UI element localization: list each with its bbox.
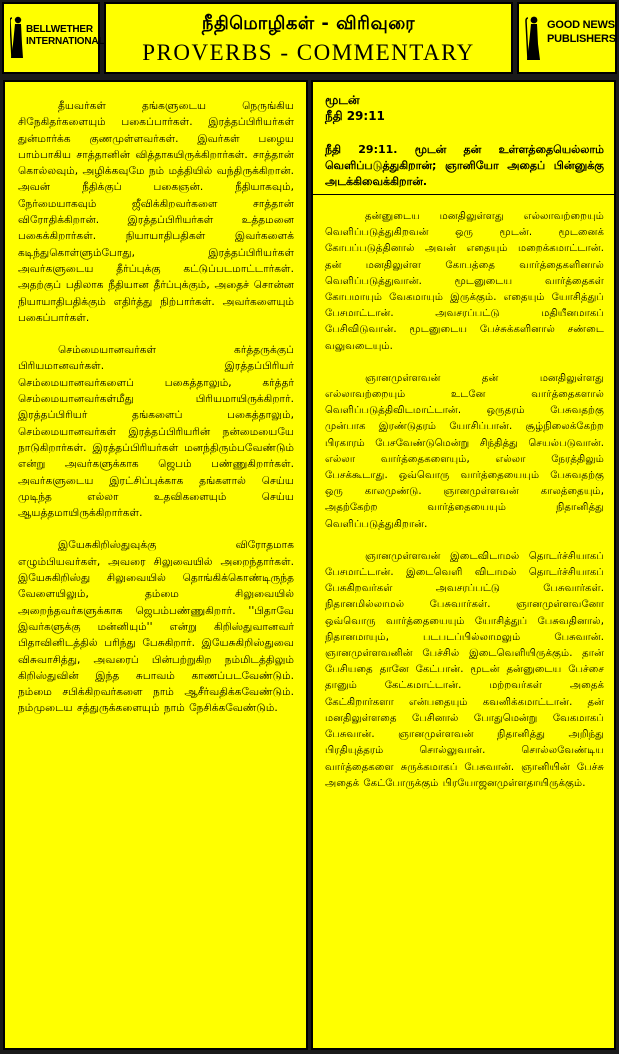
logo-right-line1: GOOD NEWS (547, 19, 615, 31)
verse-divider (313, 194, 614, 195)
shepherd-figure-icon (525, 16, 541, 62)
right-paragraph-2: ஞானமுள்ளவன் தன் மனதிலுள்ளது எல்லாவற்றையும் உடனே வார்த்தைகளால் வெளிப்படுத்திவிடமாட்டான். ஒருதரம் பேசுவதற்கு முன்பாக இரண்டுதரம் யோசிப்பான். சூழ்நிலைக்கேற்ற பிரகாரம் பேசவேண்டுமென்று சிந்தித்து செயல்படுவான். எல்லா வார்த்தைகளையும், எல்லா நேரத்திலும் பேசக்கூடாது. ஒவ்வொரு வார்த்தையையும் பேசுவதற்கு ஒரு காலமுண்டு. ஞானமுள்ளவன் காலத்தையும், அதற்கேற்ற வார்த்தையையும் நிதானித்து வெளிப்படுத்துகிறான். (325, 372, 604, 530)
shepherd-figure-icon (10, 16, 24, 60)
left-paragraph-2: செம்மையானவர்கள் கர்த்தருக்குப் பிரியமானவர்கள். இரத்தப்பிரியர் செம்மையானவர்களைப் பகைத்தாலும், கர்த்தர் செம்மையானவர்கள்மீது பிரியமாயிருக்கிறார். இரத்தப்பிரியர் தங்களைப் பகைத்தாலும், செம்மையானவர்கள் இரத்தப்பிரியரின் நன்மையையே நாடுகிறார்கள். இரத்தப்பிரியர்கள் மனந்திரும்பவேண்டும் என்று அவர்களுக்காக ஜெபம் பண்ணுகிறார்கள். அவர்களுடைய இரட்சிப்புக்காக தங்களால் செய்ய முடிந்த எல்லா உதவிகளையும் செய்ய ஆயத்தமாயிருக்கிறார்கள். (18, 344, 294, 520)
left-paragraph-1: தீயவர்கள் தங்களுடைய நெருங்கிய சிநேகிதர்களையும் பகைப்பார்கள். இரத்தப்பிரியர்கள் துன்மார்க்க குணமுள்ளவர்கள். இவர்கள் பழைய பாம்பாகிய சாத்தானின் வித்தாகயிருக்கிறார்கள். சாத்தான் கொல்லவும், அழிக்கவுமே நம் மத்தியில் வந்திருக்கிறான். அவன் நீதிக்குப் பகைஞன். நீதியாகவும், நேர்மையாகவும் ஜீவிக்கிறவர்களை சாத்தான் விரோதிக்கிறான். இரத்தப்பிரியர்கள் உத்தமனை பகைக்கிறார்கள். நியாயாதிபதிகள் இவர்களைக் கடிந்துகொள்ளும்போது, இரத்தப்பிரியர்கள் அவர்களுடைய தீர்ப்புக்கு கட்டுப்படமாட்டார்கள். அதற்குப் பதிலாக நீதியான தீர்ப்புக்கும், அதைச் சொன்ன நியாயாதிபதிக்கும் எதிர்த்து நிற்பார்கள். அவர்களையும் பகைப்பார்கள். (18, 100, 294, 324)
section-reference: நீதி 29:11 (325, 109, 385, 123)
left-column (3, 80, 308, 1050)
logo-right-line2: PUBLISHERS (547, 33, 616, 45)
right-paragraph-1: தன்னுடைய மனதிலுள்ளது எல்லாவற்றையும் வெளிப்படுத்துகிறவன் ஒரு மூடன். மூடனைக் கோபப்படுத்தினால் அவன் எதையும் மறைக்கமாட்டான். தன் மனதிலுள்ள கோபத்தை வார்த்தைகளினால் வெளிப்படுத்துவான். மூடனுடைய வார்த்தைகள் கோபமாயும் வேகமாயும் இருக்கும். எதையும் யோசித்துப் பேசமாட்டான். அவசரப்பட்டு மதியீனமாகப் பேசிவிடுவான். மூடனுடைய பேச்சுக்களினால் சண்டை வலுவடையும். (325, 211, 604, 352)
logo-left-line1: BELLWETHER (26, 24, 93, 35)
page-title-tamil: நீதிமொழிகள் - விரிவுரை (201, 13, 416, 34)
left-paragraph-3: இயேசுகிறிஸ்துவுக்கு விரோதமாக எழும்பியவர்கள், அவரை சிலுவையில் அறைந்தார்கள். இயேசுகிறிஸ்து சிலுவையில் தொங்கிக்கொண்டிருந்த வேளையிலும், தம்மை சிலுவையில் அறைந்தவர்களுக்காக ஜெபம்பண்ணுகிறார். ''பிதாவே இவர்களுக்கு மன்னியும்'' என்று கிறிஸ்துவானவர் பிதாவினிடத்தில் பரிந்து பேசுகிறார். இயேசுகிறிஸ்துவை விசுவாசித்து, அவரைப் பின்பற்றுகிற நம்மிடத்திலும் கிறிஸ்துவின் இந்த சுபாவம் காணப்படவேண்டும். நம்மை சபிக்கிறவர்களை நாம் ஆசீர்வதிக்கவேண்டும். நம்முடைய சத்துருக்களையும் நாம் நேசிக்கவேண்டும். (18, 539, 294, 715)
right-column (311, 80, 616, 1050)
section-title: மூடன் (325, 93, 360, 107)
verse-text: நீதி 29:11. மூடன் தன் உள்ளத்தையெல்லாம் வெளிப்படுத்துகிறான்; ஞானியோ அதைப் பின்னுக்கு அடக்கிவைக்கிறான். (325, 143, 604, 188)
logo-left-line2: INTERNATIONAL (26, 36, 105, 47)
page-title-english: PROVERBS - COMMENTARY (142, 40, 475, 65)
right-paragraph-3: ஞானமுள்ளவன் இடைவிடாமல் தொடர்ச்சியாகப் பேசமாட்டான். இடைவெளி விடாமல் தொடர்ச்சியாகப் பேசுகிறவர்கள் அவசரப்பட்டு பேசுவார்கள். நிதானமில்லாமல் பேசுவார்கள். ஞானமுள்ளவனோ ஒவ்வொரு வார்த்தையையும் யோசித்துப் பேசுவதினால், நிதானமாயும், படபடப்பில்லாமலும் பேசுவான். ஞானமுள்ளவனின் பேச்சில் இடைவெளியிருக்கும். தான் பேசியதை தானே கேட்பான். மூடன் தன்னுடைய பேச்சை தானும் கேட்கமாட்டான். மற்றவர்கள் அதைக் கேட்கிறார்களா என்பதையும் கவனிக்கமாட்டான். தன் மனதிலுள்ளதை பேசினால் போதுமென்று வேகமாகப் பேசுவான். ஞானமுள்ளவன் நிதானித்து அறிந்து பிரதியுத்தரம் சொல்லுவான். சொல்லவேண்டிய வார்த்தைகளை சுருக்கமாகப் பேசுவான். ஞானியின் பேச்சு அதைக் கேட்போருக்கும் பிரயோஜனமுள்ளதாயிருக்கும். (325, 550, 604, 789)
logo-good-news (517, 2, 617, 74)
logo-bellwether (2, 2, 105, 74)
header (2, 2, 617, 74)
title-box (104, 2, 513, 74)
